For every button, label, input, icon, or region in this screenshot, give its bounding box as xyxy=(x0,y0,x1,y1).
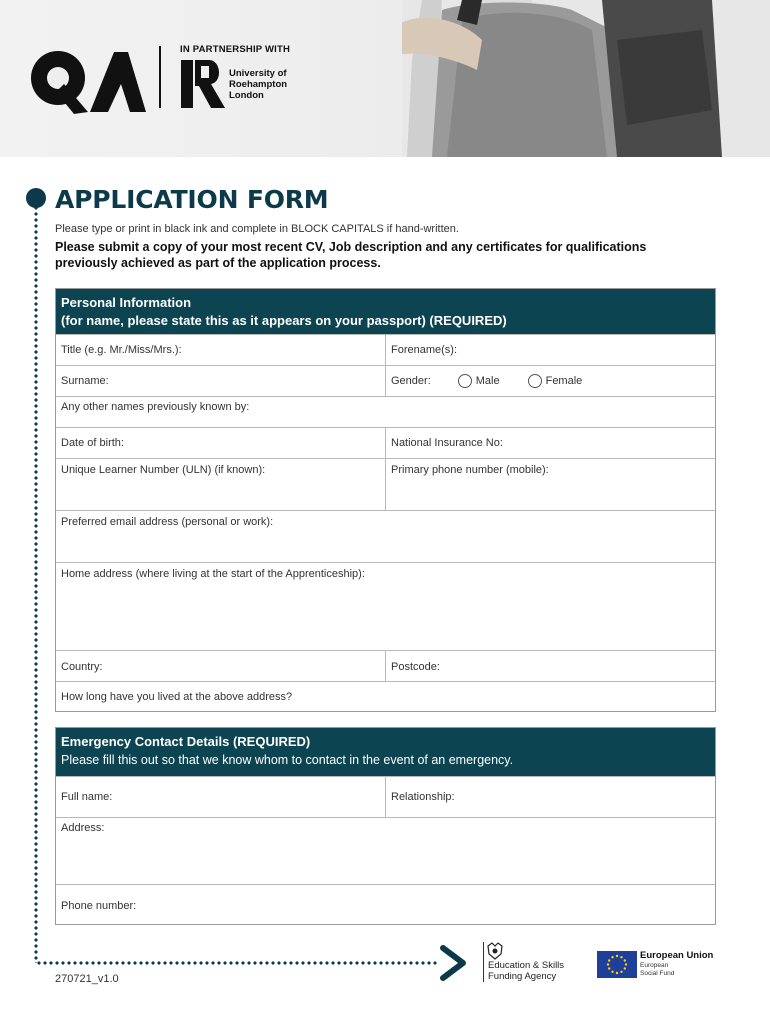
form-row xyxy=(56,681,715,711)
page-title: APPLICATION FORM xyxy=(55,185,329,214)
form-row xyxy=(56,427,715,458)
gender-label: Gender: xyxy=(391,375,431,387)
form-row xyxy=(56,817,715,884)
dotted-line-vertical xyxy=(34,205,38,963)
esfa-divider xyxy=(483,942,484,982)
uln-field[interactable]: Unique Learner Number (ULN) (if known): xyxy=(56,459,386,510)
eu-title: European Union xyxy=(640,950,714,961)
section-subheading: Please fill this out so that we know whom to contact in the event of an emergency. xyxy=(61,753,514,767)
gender-field xyxy=(386,366,715,396)
male-radio[interactable] xyxy=(458,374,472,388)
country-field[interactable]: Country: xyxy=(56,651,386,681)
address-duration-field[interactable]: How long have you lived at the above address? xyxy=(61,691,293,703)
title-field[interactable]: Title (e.g. Mr./Miss/Mrs.): xyxy=(56,335,386,365)
partnership-text: IN PARTNERSHIP WITH xyxy=(180,44,291,55)
eu-subtitle: European Social Fund xyxy=(640,962,675,977)
gender-male-option[interactable]: Male xyxy=(458,374,500,388)
emergency-phone-field[interactable]: Phone number: xyxy=(61,900,137,912)
form-row xyxy=(56,510,715,562)
version-number: 270721_v1.0 xyxy=(55,973,119,985)
logo-divider xyxy=(159,46,161,108)
email-field[interactable]: Preferred email address (personal or work): xyxy=(61,516,274,528)
personal-information-section xyxy=(55,288,716,712)
form-row xyxy=(56,458,715,510)
emergency-contact-header xyxy=(56,728,715,776)
form-row xyxy=(56,334,715,365)
eu-flag-icon xyxy=(597,951,637,978)
qa-logo xyxy=(28,44,146,116)
student-photo xyxy=(402,0,770,157)
dotted-line-horizontal xyxy=(36,961,438,965)
form-row xyxy=(56,365,715,396)
home-address-field[interactable]: Home address (where living at the start of the Apprenticeship): xyxy=(61,568,365,580)
section-heading: Emergency Contact Details (REQUIRED) xyxy=(61,734,311,749)
instructions-bold-text: Please submit a copy of your most recent CV, Job description and any certificates for qualifications previously achieved as part of the application process. xyxy=(55,240,647,270)
female-radio[interactable] xyxy=(528,374,542,388)
personal-information-header xyxy=(56,289,715,334)
phone-field[interactable]: Primary phone number (mobile): xyxy=(391,464,549,476)
forename-field[interactable]: Forename(s): xyxy=(391,344,458,356)
postcode-field[interactable]: Postcode: xyxy=(391,661,440,673)
form-row xyxy=(56,650,715,681)
university-name: University of Roehampton London xyxy=(229,68,288,101)
arrow-right-icon xyxy=(437,945,471,981)
emergency-fullname-field[interactable]: Full name: xyxy=(56,777,386,817)
dob-field[interactable]: Date of birth: xyxy=(56,428,386,458)
form-row xyxy=(56,562,715,650)
roehampton-logo-mark xyxy=(181,60,225,108)
form-row xyxy=(56,884,715,924)
emergency-contact-section xyxy=(55,727,716,925)
section-subheading: (for name, please state this as it appears on your passport) (REQUIRED) xyxy=(61,313,507,328)
form-row xyxy=(56,776,715,817)
emergency-address-field[interactable]: Address: xyxy=(61,822,105,834)
surname-field[interactable]: Surname: xyxy=(56,366,386,396)
royal-crest-icon xyxy=(485,942,505,960)
esfa-logo-text: Education & Skills Funding Agency xyxy=(488,960,565,982)
form-row xyxy=(56,396,715,427)
gender-female-option[interactable]: Female xyxy=(528,374,583,388)
relationship-field[interactable]: Relationship: xyxy=(391,791,455,803)
header-banner xyxy=(0,0,770,157)
other-names-field[interactable]: Any other names previously known by: xyxy=(61,401,250,413)
instructions-text: Please type or print in black ink and complete in BLOCK CAPITALS if hand-written. xyxy=(55,223,459,235)
ni-number-field[interactable]: National Insurance No: xyxy=(391,437,503,449)
section-heading: Personal Information xyxy=(61,295,192,310)
